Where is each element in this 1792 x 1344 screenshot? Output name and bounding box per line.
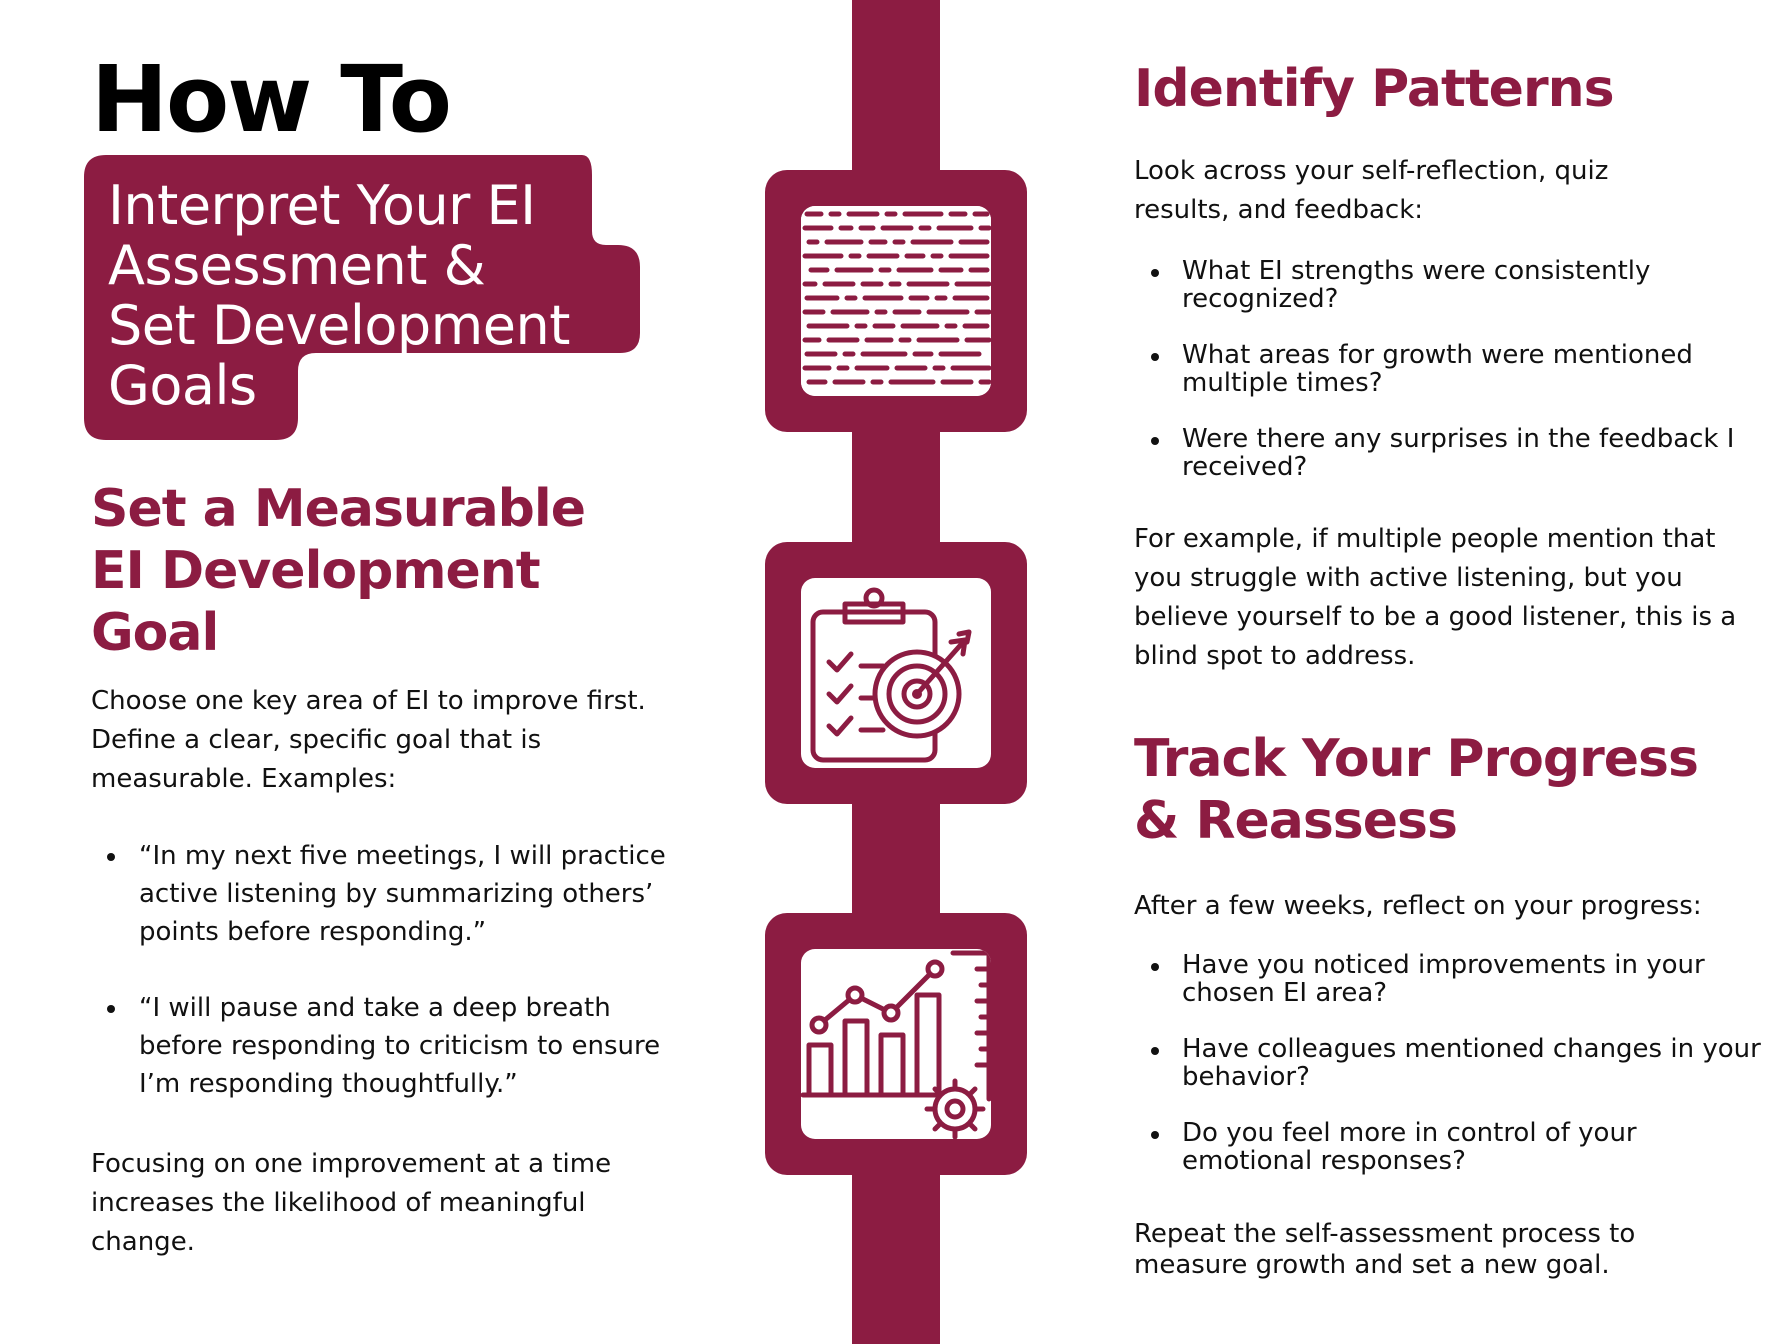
title-line: Set Development [108,294,570,357]
growth-chart-gear-icon [801,949,991,1139]
title-line: Goals [108,354,257,417]
list-item: “In my next five meetings, I will practice active listening by summarizing others’ points before responding.” [91,837,701,951]
goal-examples-list [91,837,701,1141]
list-item: What EI strengths were consistently recognized? [1134,257,1774,313]
list-item: Do you feel more in control of your emotional responses? [1134,1119,1774,1175]
pattern-icon-frame [765,170,1027,432]
chart-icon-frame [765,913,1027,1175]
identify-patterns-example: For example, if multiple people mention that you struggle with active listening, but you believe yourself to be a good listener, this is a blind spot to address. [1134,524,1737,671]
chart-icon-tile [801,949,991,1139]
list-item: Have you noticed improvements in your chosen EI area? [1134,951,1774,1007]
title-line: Assessment & [108,234,486,297]
list-item: Were there any surprises in the feedback I received? [1134,425,1774,481]
measurable-goal-heading [91,478,651,664]
how-to-heading: How To [91,46,450,153]
identify-patterns-heading: Identify Patterns [1134,59,1614,119]
list-item: Have colleagues mentioned changes in your behavior? [1134,1035,1774,1091]
pattern-questions-list [1134,257,1774,509]
track-progress-closing: Repeat the self-assessment process to measure growth and set a new goal. [1134,1219,1636,1280]
list-item: “I will pause and take a deep breath before responding to criticism to ensure I’m responding thoughtfully.” [91,989,701,1103]
pattern-icon-tile [801,206,991,396]
list-item: What areas for growth were mentioned multiple times? [1134,341,1774,397]
clipboard-icon-frame [765,542,1027,804]
title-line: Interpret Your EI [108,174,536,237]
identify-patterns-intro: Look across your self-reflection, quiz results, and feedback: [1134,156,1609,225]
heading-line: Set a Measurable [91,479,585,539]
clipboard-target-icon [801,578,991,768]
page-title [108,176,648,416]
heading-line: & Reassess [1134,791,1457,851]
clipboard-icon-tile [801,578,991,768]
track-progress-intro: After a few weeks, reflect on your progress: [1134,891,1702,921]
heading-line: Track Your Progress [1134,729,1698,789]
pattern-icon [801,206,991,396]
heading-line: EI Development [91,541,540,601]
heading-line: Goal [91,603,219,663]
measurable-goal-closing: Focusing on one improvement at a time increases the likelihood of meaningful change. [91,1149,612,1257]
progress-questions-list [1134,951,1774,1203]
measurable-goal-intro: Choose one key area of EI to improve first. Define a clear, specific goal that is measurable. Examples: [91,686,646,794]
track-progress-heading [1134,728,1774,852]
